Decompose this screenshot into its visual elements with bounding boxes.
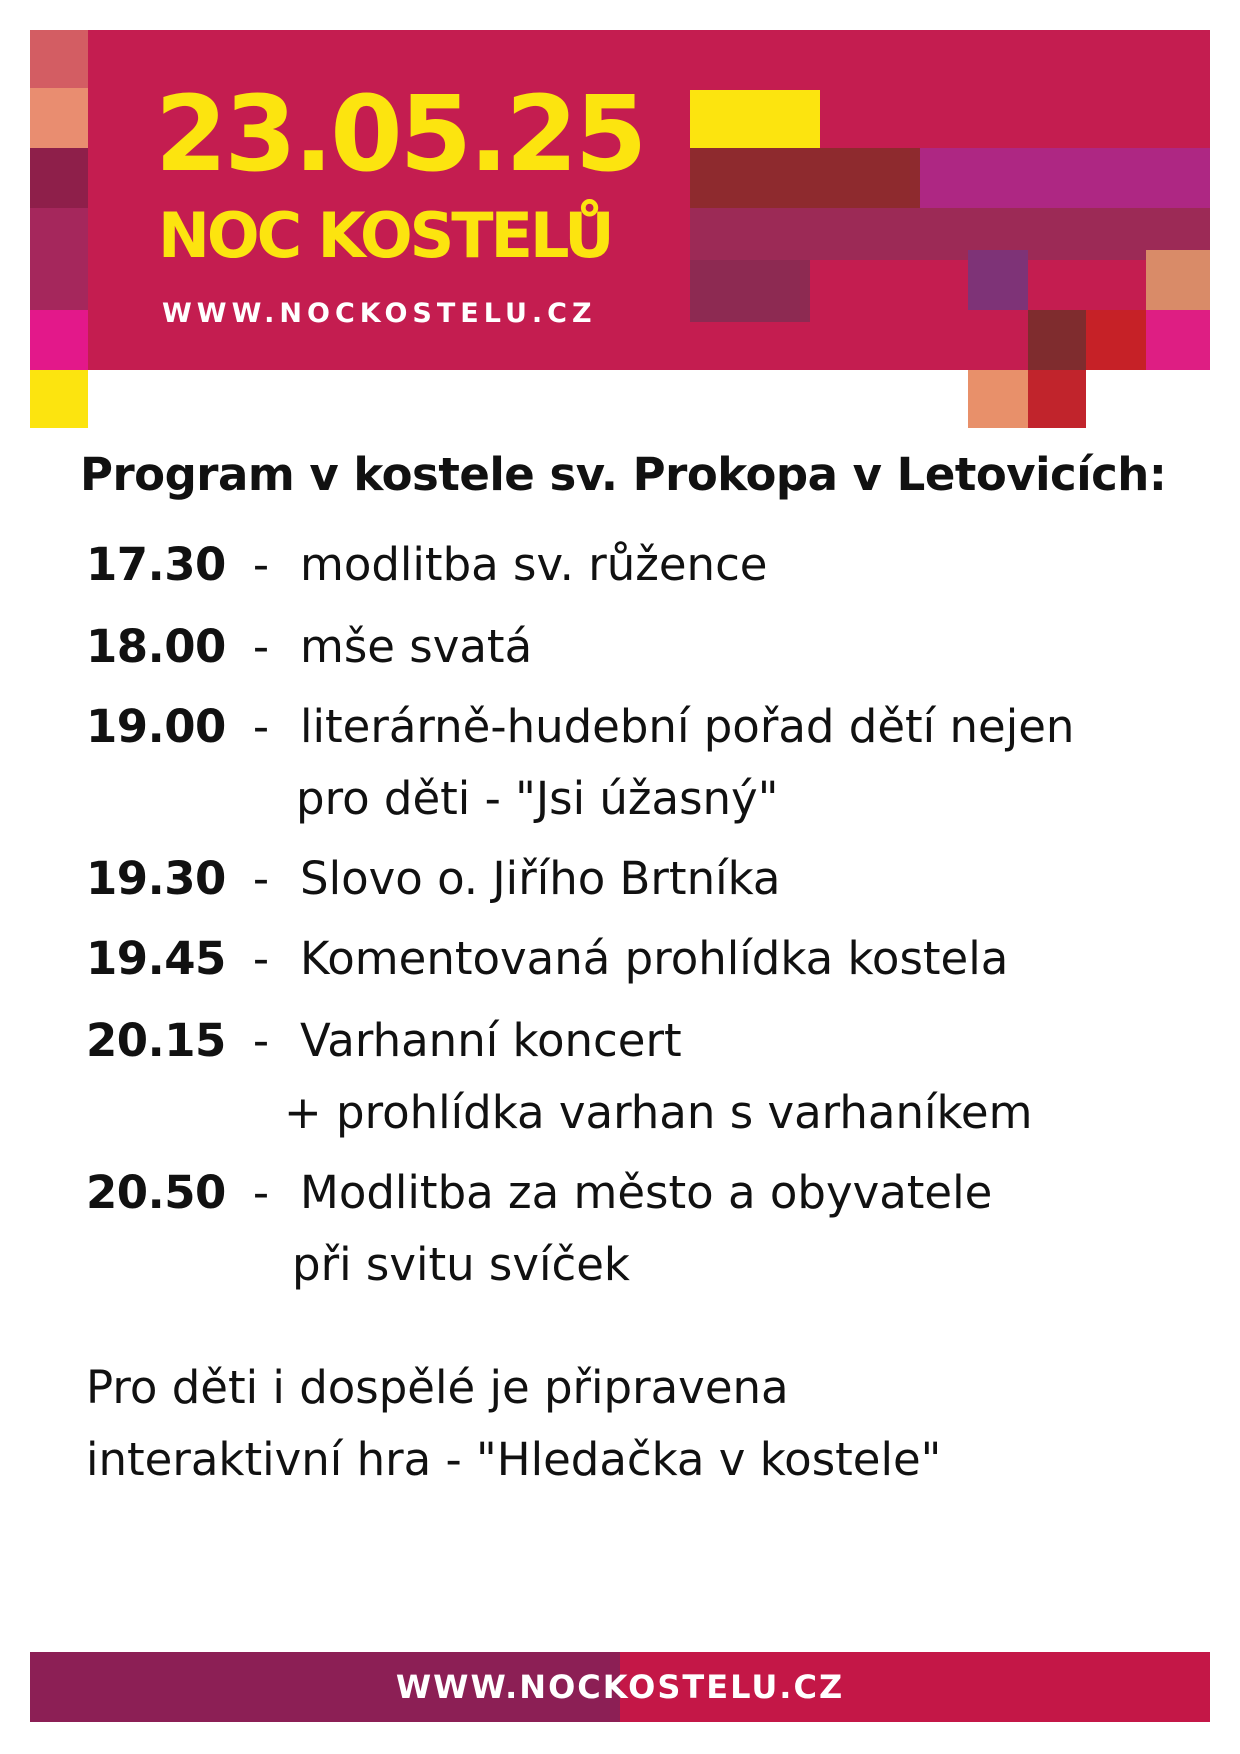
program-item-dash: -: [252, 620, 270, 673]
note-line: Pro děti i dospělé je připravena: [86, 1361, 789, 1414]
program-item-dash: -: [252, 1166, 270, 1219]
banner-tile: [690, 260, 810, 322]
program-heading: Program v kostele sv. Prokopa v Letovicích:: [80, 448, 1167, 501]
program-item-time: 19.45: [86, 932, 226, 985]
banner-tile: [1086, 310, 1146, 370]
banner-tile: [968, 250, 1028, 310]
program-item-time: 17.30: [86, 538, 226, 591]
banner-website: WWW.NOCKOSTELU.CZ: [162, 298, 597, 329]
program-item-dash: -: [252, 852, 270, 905]
banner: [0, 0, 1240, 440]
banner-tile: [690, 90, 820, 148]
program-item-dash: -: [252, 700, 270, 753]
program-item-time: 19.00: [86, 700, 226, 753]
program-item-title: Komentovaná prohlídka kostela: [300, 932, 1009, 985]
banner-tile: [30, 208, 88, 310]
program-item-dash: -: [252, 1014, 270, 1067]
program-item-time: 20.50: [86, 1166, 226, 1219]
banner-tile: [968, 370, 1028, 428]
note-line: interaktivní hra - "Hledačka v kostele": [86, 1433, 942, 1486]
program-item-title: mše svatá: [300, 620, 533, 673]
program-item-title: modlitba sv. růžence: [300, 538, 768, 591]
program-item-continuation: + prohlídka varhan s varhaníkem: [284, 1086, 1033, 1139]
program-item: [86, 700, 1074, 754]
banner-tile: [920, 148, 1210, 208]
footer-website: WWW.NOCKOSTELU.CZ: [395, 1668, 845, 1706]
program-item: [86, 538, 768, 592]
program-item-time: 18.00: [86, 620, 226, 673]
banner-tile: [30, 30, 88, 88]
event-name: NOC KOSTELŮ: [158, 199, 612, 272]
program-item-time: 19.30: [86, 852, 226, 905]
program-item-title: Slovo o. Jiřího Brtníka: [300, 852, 781, 905]
banner-tile: [30, 370, 88, 428]
program-item-continuation: při svitu svíček: [292, 1238, 630, 1291]
program-item-title: Modlitba za město a obyvatele: [300, 1166, 993, 1219]
program-item: [86, 932, 1008, 986]
banner-tile: [30, 310, 88, 370]
program-item: [86, 1014, 682, 1068]
banner-tile: [1146, 310, 1210, 370]
banner-tile: [30, 148, 88, 208]
banner-tile: [690, 208, 1210, 260]
note: [86, 1352, 941, 1496]
program-item: [86, 852, 780, 906]
event-date: 23.05.25: [155, 73, 645, 195]
banner-tile: [690, 148, 920, 208]
program-item: [86, 620, 532, 674]
program-item-continuation: pro děti - "Jsi úžasný": [296, 772, 779, 825]
banner-tile: [1028, 370, 1086, 428]
program-item-time: 20.15: [86, 1014, 226, 1067]
program-item-title: Varhanní koncert: [300, 1014, 682, 1067]
program-item-dash: -: [252, 932, 270, 985]
program-item-dash: -: [252, 538, 270, 591]
banner-tile: [30, 88, 88, 148]
banner-tile: [1028, 310, 1086, 370]
banner-tile: [1146, 250, 1210, 310]
program-item: [86, 1166, 992, 1220]
program-item-title: literárně-hudební pořad dětí nejen: [300, 700, 1075, 753]
